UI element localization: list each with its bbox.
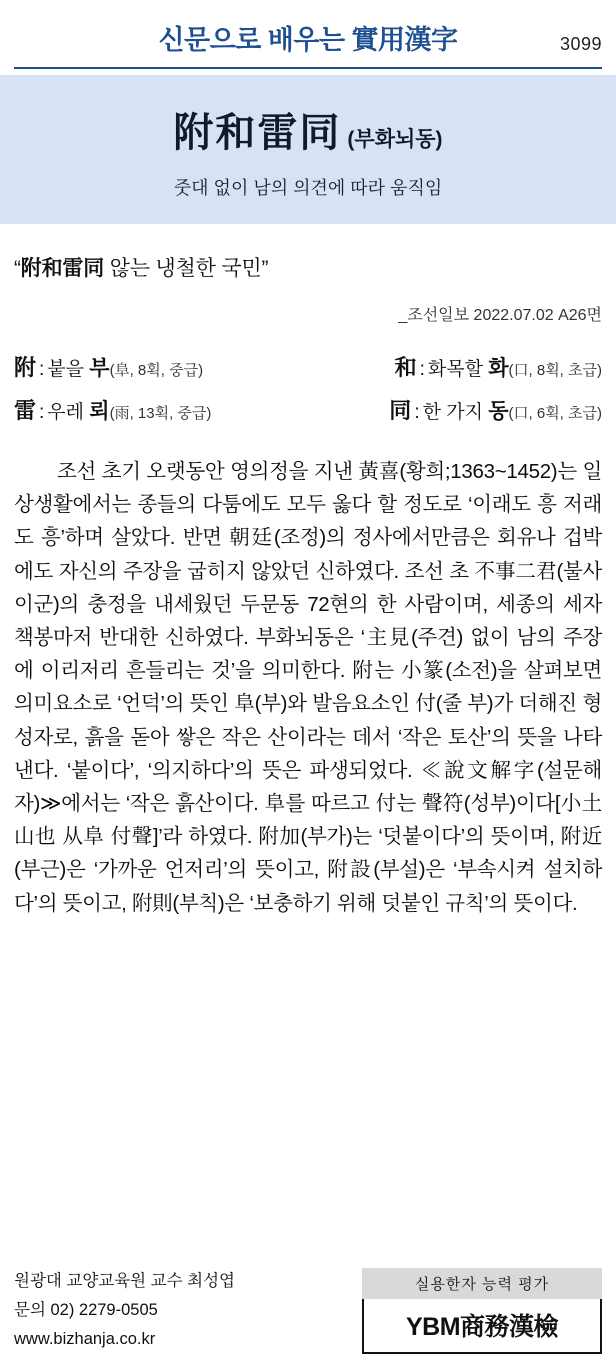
contact-line: 문의 02) 2279-0505 [14,1301,158,1320]
badge-caption: 실용한자 능력 평가 [362,1268,602,1299]
character-colon: : [419,359,425,380]
article-content [0,252,616,920]
banner-meaning: 줏대 없이 남의 의견에 따라 움직임 [173,178,443,198]
character-sound: 뢰 [89,400,110,423]
character-sound: 부 [89,357,110,380]
character-meaning: 우레 [47,402,85,423]
character-sound: 화 [488,357,509,380]
banner-korean-reading: (부화뇌동) [347,128,443,151]
website-link[interactable]: www.bizhanja.co.kr [14,1330,156,1349]
character-meaning: 붙을 [47,359,85,380]
character-sound: 동 [488,400,509,423]
character-colon: : [39,359,45,380]
quote-open-mark: “ [14,257,21,280]
footer-credits [14,1267,235,1354]
certification-badge [362,1268,602,1354]
character-meaning: 화목할 [427,359,483,380]
page-footer [0,1267,616,1354]
character-entry [313,351,602,382]
character-entry [313,394,602,425]
badge-logo-box [362,1299,602,1354]
character-colon: : [39,402,45,423]
quote-hanja: 附和雷同 [20,255,104,280]
character-table [14,351,602,425]
page-title: 신문으로 배우는 實用漢字 [158,25,458,55]
character-note: (阜, 8획, 중급) [109,362,204,379]
character-meaning: 한 가지 [422,402,483,423]
character-note: (雨, 13획, 중급) [109,405,212,422]
header-divider [14,67,602,69]
character-entry [14,394,303,425]
page-header [0,0,616,67]
character-colon: : [414,402,420,423]
ybm-logo: YBM商務漢檢 [405,1313,559,1341]
quote-source: _조선일보 2022.07.02 A26면 [398,307,602,324]
article-body [14,455,602,920]
headline-quote [14,252,602,282]
character-glyph: 和 [394,355,417,381]
author-line: 원광대 교양교육원 교수 최성엽 [14,1272,235,1291]
character-glyph: 附 [14,355,37,381]
character-note: (口, 6획, 초급) [508,405,602,422]
banner-heading [14,101,602,158]
issue-number: 3099 [559,34,602,54]
character-entry [14,351,303,382]
quote-remainder: 않는 냉철한 국민” [104,257,269,280]
character-note: (口, 8획, 초급) [508,362,602,379]
body-paragraph: 조선 초기 오랫동안 영의정을 지낸 黃喜(황희;1363~1452)는 일상생활에서는 종들의 다툼에도 모두 옳다 할 정도로 ‘이래도 흥 저래도 흥’하며 살았다. 반면 朝廷(조정)의 정사에서만큼은 회유나 겁박에도 자신의 주장을 굽히지 않았던 신하였다. 조선 초 不事二君(불사이군)의 충정을 내세웠던 두문동 72현의 한 사람이며, 세종의 세자 책봉마저 반대한 신하였다. 부화뇌동은 ‘主見(주견) 없이 남의 주장에 이리저리 흔들리는 것’을 의미한다. 附는 小篆(소전)을 살펴보면 의미요소로 ‘언덕’의 뜻인 阜(부)와 발음요소인 付(줄 부)가 더해진 형성자로, 흙을 돋아 쌓은 작은 산이라는 데서 ‘작은 토산’의 뜻을 나타낸다. ‘붙이다’, ‘의지하다’의 뜻은 파생되었다. ≪說文解字(설문해자)≫에서는 ‘작은 흙산이다. 阜를 따르고 付는 聲符(성부)이다[小土山也 从阜 付聲]’라 하였다. 附加(부가)는 ‘덧붙이다’의 뜻이며, 附近(부근)은 ‘가까운 언저리’의 뜻이고, 附設(부설)은 ‘부속시켜 설치하다’의 뜻이고, 附則(부칙)은 ‘보충하기 위해 덧붙인 규칙’의 뜻이다. [14,460,602,915]
character-glyph: 雷 [14,398,37,424]
character-glyph: 同 [389,398,412,424]
title-banner [0,75,616,224]
banner-hanja-term: 附和雷同 [173,109,342,156]
